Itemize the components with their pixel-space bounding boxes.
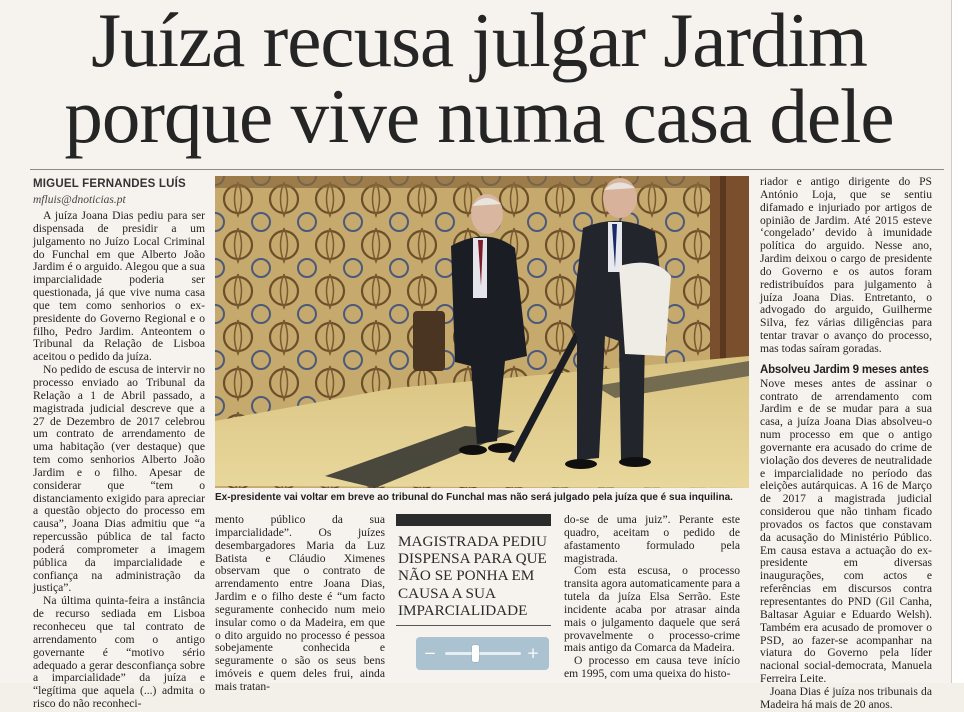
paragraph: mento público da sua imparcialidade”. Os juízes desembargadores Maria da Luz Batista e Cláudio Ximenes observam que o contrato de arrendamento entre Joana Dias, Jardim e o filho deste é “um facto seguramente conhecido num meio insular como o da Madeira, em que o dito arguido no processo é pessoa sobejamente conhecida e seguramente o são os seus bens imóveis e quem deles frui, ainda mais tratan- [215,513,385,693]
pull-quote-line: CAUSA A SUA [398,584,496,602]
author-name: MIGUEL FERNANDES LUÍS [33,178,186,190]
author-email: mfluis@dnoticias.pt [33,194,126,206]
paragraph: No pedido de escusa de intervir no processo enviado ao Tribunal da Relação a 1 de Abril passado, a magistrada judicial descreve que a 27 de Dezembro de 2017 celebrou um contrato de arrendamento de uma habitação (ver destaque) que tem como senhorios Alberto João Jardim e o filho. Apesar de considerar que “tem o distanciamento exigido para apreciar a questão objecto do processo em causa”, Joana Dias admitiu que “a repercussão pública de tal facto poderá comprometer a imagem pública da imparcialidade e confiança na administração da justiça”. [33,363,205,595]
paragraph: Joana Dias é juíza nos tribunais da Madeira há mais de 20 anos. [760,684,932,711]
paragraph: riador e antigo dirigente do PS António Loja, que se sentiu difamado e injuriado por artigos de opinião de Jardim. Até 2015 esteve ‘congelado’ devido à imunidade política do arguido. Nesse ano, Jardim deixou o cargo de presidente do Governo e os autos foram redistribuídos para julgamento à juíza Joana Dias. Entretanto, o advogado do arguido, Guilherme Silva, fez várias diligências para tentar travar o avanço do processo, mas todas saíram goradas. [760,175,932,355]
paragraph: do-se de uma juiz”. Perante este quadro, aceitam o pedido de afastamento formulado pela magistrada. [564,513,740,565]
article-column-2 [215,514,385,694]
headline-rule [30,169,944,170]
pull-quote-bar [396,514,551,526]
page-edge [951,0,964,683]
zoom-in-button[interactable]: + [526,644,540,662]
zoom-slider-track[interactable] [445,652,521,655]
headline-line-1: Juíza recusa julgar Jardim [91,0,867,83]
article-column-3 [564,514,740,681]
paragraph: Com esta escusa, o processo transita agora automaticamente para a tutela da juíza Elsa Serrão. Este incidente acaba por atrasar ainda mais o julgamento daquele que será provavelmente o processo-crime mais antigo da Comarca da Madeira. [564,564,740,655]
pull-quote-line: DISPENSA PARA QUE [398,550,547,568]
paragraph: Nove meses antes de assinar o contrato de arrendamento com Jardim e de se mudar para a sua casa, a juíza Joana Dias absolveu-o num processo em que o antigo governante era acusado do crime de violação dos deveres de neutralidade e imparcialidade no período das eleições autárquicas. A 16 de Março de 2017 a magistrada judicial considerou que não tinham ficado provados os factos que constavam da acusação do Ministério Público. Em causa estava a actuação do ex-presidente em diversas inaugurações, com actos e referências em discursos contra representantes do PND (Gil Canha, Baltasar Aguiar e Eduardo Welsh). Também era acusado de promover o PSD, ao fazer-se acompanhar na viatura do Governo pela líder nacional social-democrata, Manuela Ferreira Leite. [760,376,932,686]
zoom-slider-handle[interactable] [472,645,479,662]
photo-illustration [215,176,749,488]
headline [14,0,944,159]
court-photo [215,176,749,488]
article-column-4 [760,176,932,712]
pull-quote-line: MAGISTRADA PEDIU [398,533,547,550]
paragraph: O processo em causa teve início em 1995, com uma queixa do histo- [564,654,740,681]
pull-quote-line: IMPARCIALIDADE [398,601,528,619]
headline-line-2: porque vive numa casa dele [64,73,894,159]
pull-quote [398,533,556,619]
sidebar-title: Absolveu Jardim 9 meses antes [760,363,929,376]
pull-quote-line: NÃO SE PONHA EM [398,567,535,585]
zoom-control [416,637,549,670]
photo-caption: Ex-presidente vai voltar em breve ao tribunal do Funchal mas não será julgado pela juíza que é sua inquilina. [215,492,733,503]
pull-quote-rule [396,625,551,626]
article-column-1 [33,210,205,711]
paragraph: A juíza Joana Dias pediu para ser dispensada de presidir a um julgamento no Juízo Local Criminal do Funchal em que Alberto João Jardim é o arguido. Alegou que a sua imparcialidade poderia ser questionada, já que vive numa casa que tem como senhorios o ex-presidente do Governo Regional e o filho, Pedro Jardim. Anteontem o Tribunal da Relação de Lisboa aceitou o pedido da juíza. [33,209,205,364]
paragraph: Na última quinta-feira a instância de recurso sediada em Lisboa reconheceu que tal contrato de arrendamento com o antigo governante é “motivo sério adequado a gerar desconfiança sobre a imparcialidade” da juíza e “legítima que aquela (...) admita o risco do não reconheci- [33,594,205,711]
zoom-out-button[interactable]: − [423,644,437,662]
